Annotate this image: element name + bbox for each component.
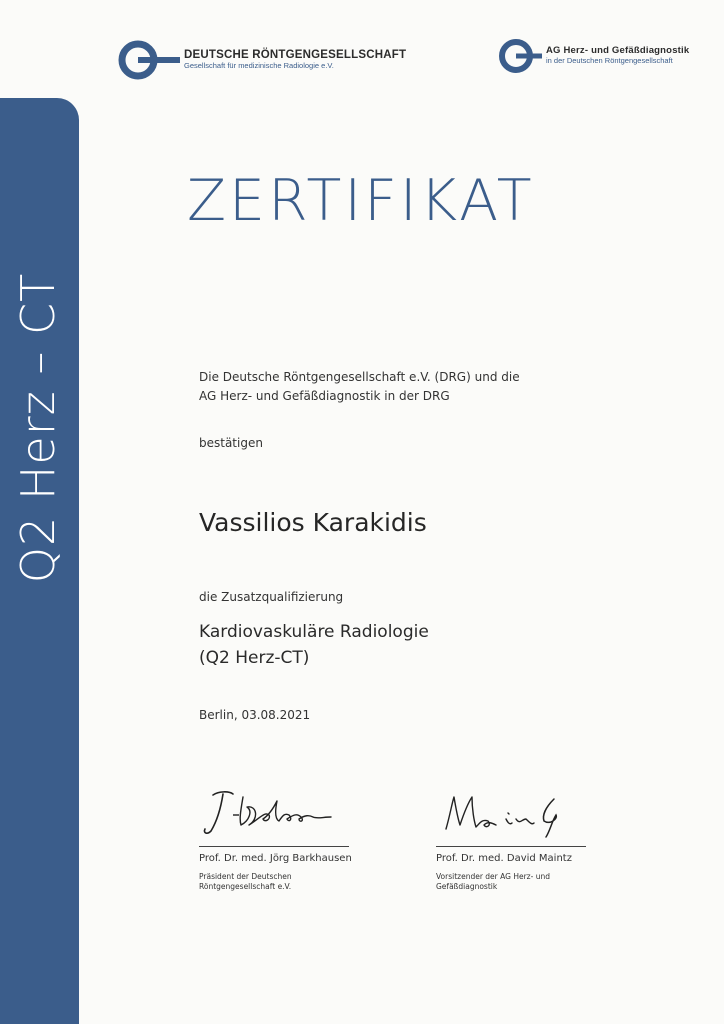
- signer-role-right-line-1: Vorsitzender der AG Herz- und: [436, 872, 550, 881]
- intro-text: [199, 368, 520, 406]
- ag-logo: [498, 38, 689, 74]
- signer-name-left: Prof. Dr. med. Jörg Barkhausen: [199, 853, 352, 864]
- qualification-line-1: Kardiovaskuläre Radiologie: [199, 622, 429, 642]
- qualification-title: [199, 620, 429, 671]
- signer-role-right: [436, 872, 550, 892]
- qualification-line-2: (Q2 Herz-CT): [199, 647, 310, 668]
- signature-maintz: [436, 785, 576, 845]
- place-date: Berlin, 03.08.2021: [199, 708, 311, 722]
- ag-logo-subtitle: in der Deutschen Röntgengesellschaft: [546, 56, 673, 66]
- drg-logo-subtitle: Gesellschaft für medizinische Radiologie e.V.: [184, 61, 334, 71]
- signer-role-left-line-1: Präsident der Deutschen: [199, 872, 292, 881]
- certificate-title: ZERTIFIKAT: [187, 168, 535, 234]
- signer-role-right-line-2: Gefäßdiagnostik: [436, 882, 498, 892]
- signature-barkhausen: [199, 785, 349, 845]
- signer-name-right: Prof. Dr. med. David Maintz: [436, 853, 572, 864]
- signer-role-left-line-2: Röntgengesellschaft e.V.: [199, 882, 292, 892]
- confirm-text: bestätigen: [199, 436, 263, 450]
- qualification-intro: die Zusatzqualifizierung: [199, 590, 344, 604]
- signature-line-left: [199, 846, 349, 847]
- signature-line-right: [436, 846, 586, 847]
- intro-line-1: Die Deutsche Röntgengesellschaft e.V. (DRG) und die: [199, 370, 520, 384]
- ag-logo-icon: [498, 38, 542, 74]
- side-band: [0, 98, 79, 1024]
- signer-role-left: [199, 872, 292, 892]
- drg-logo: [118, 40, 406, 80]
- drg-logo-icon: [118, 40, 180, 80]
- side-band-label: Q2 Herz – CT: [11, 272, 65, 584]
- drg-logo-name: DEUTSCHE RÖNTGENGESELLSCHAFT: [184, 49, 407, 62]
- ag-logo-name: AG Herz- und Gefäßdiagnostik: [546, 45, 690, 57]
- recipient-name: Vassilios Karakidis: [199, 508, 427, 537]
- intro-line-2: AG Herz- und Gefäßdiagnostik in der DRG: [199, 389, 450, 404]
